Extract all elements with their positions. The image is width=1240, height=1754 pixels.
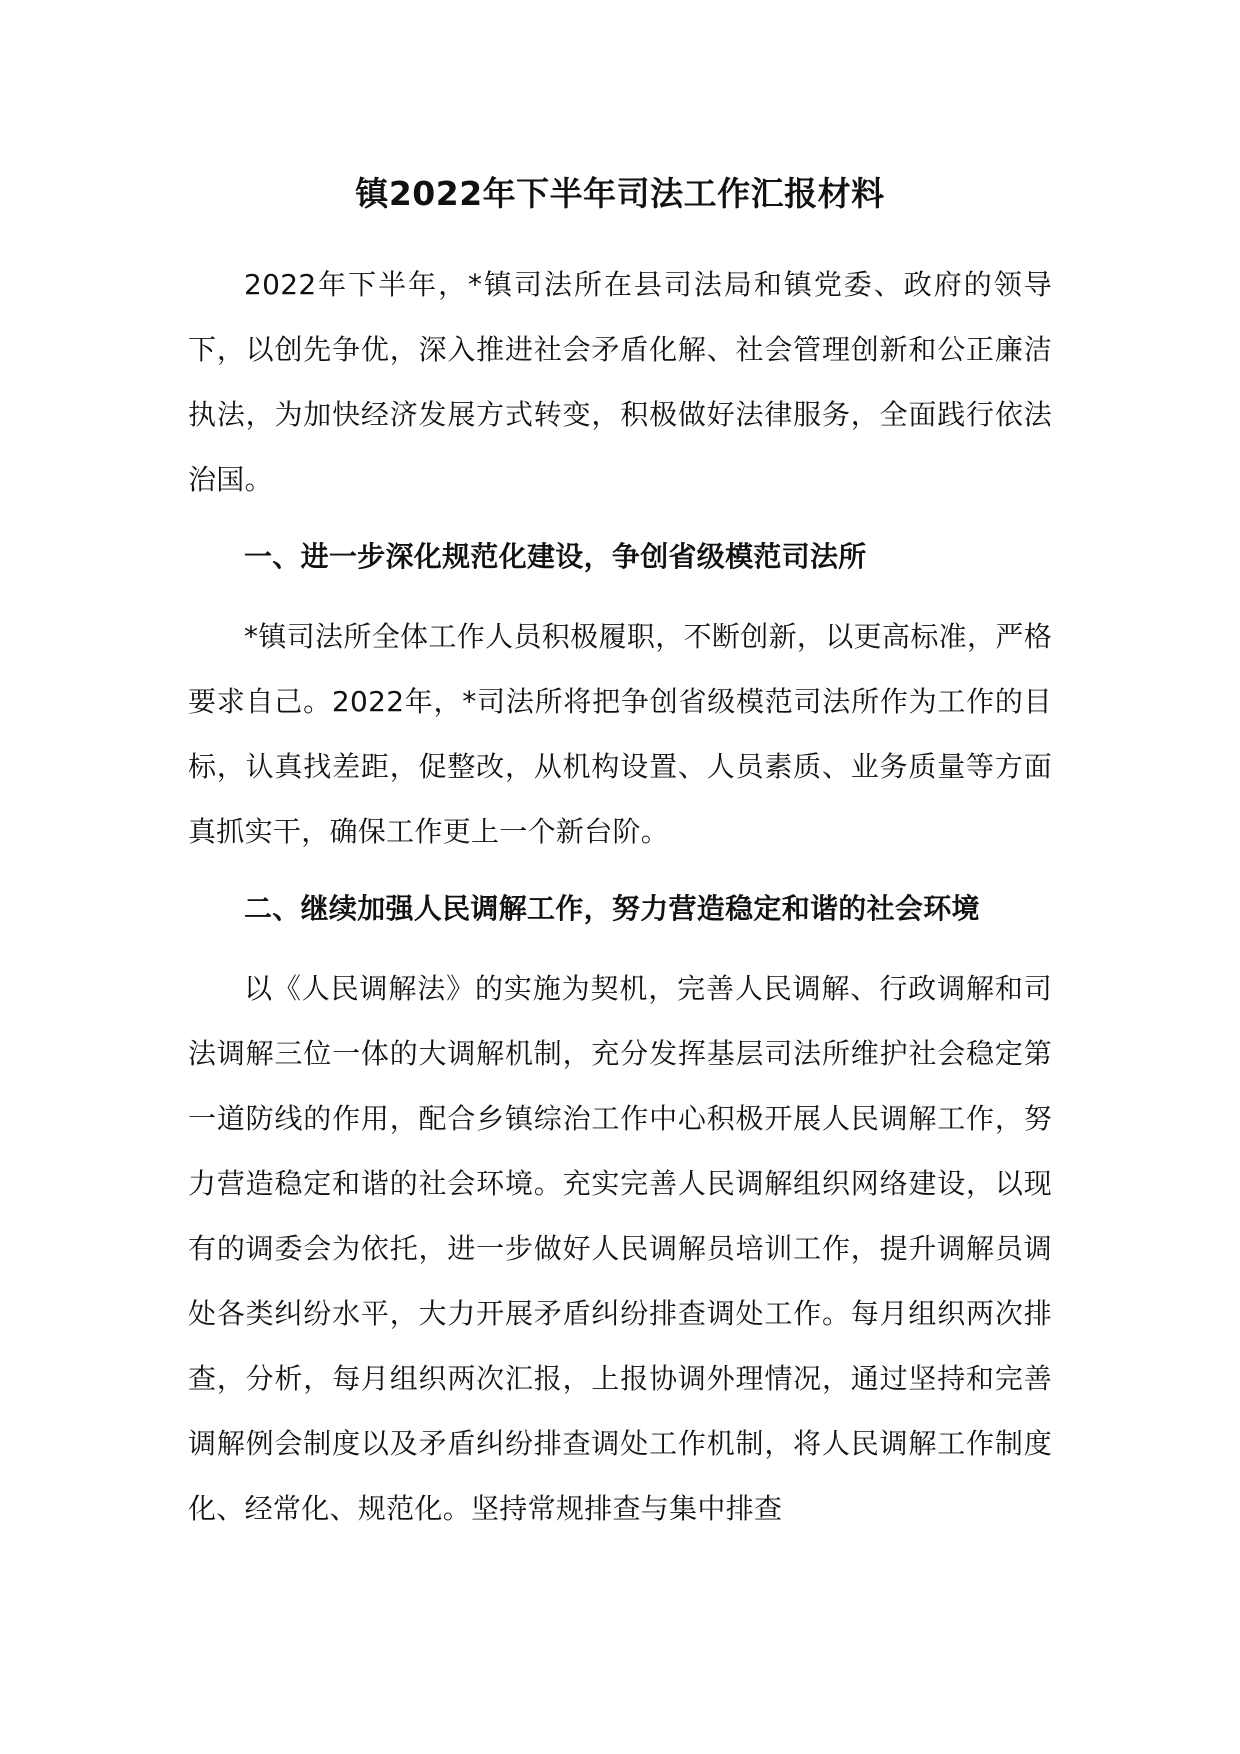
section-heading-1: 一、进一步深化规范化建设，争创省级模范司法所: [244, 540, 867, 573]
body-paragraph-mediation: 以《人民调解法》的实施为契机，完善人民调解、行政调解和司法调解三位一体的大调解机制，充分发挥基层司法所维护社会稳定第一道防线的作用，配合乡镇综治工作中心积极开展人民调解工作，努力营造稳定和谐的社会环境。充实完善人民调解组织网络建设，以现有的调委会为依托，进一步做好人民调解员培训工作，提升调解员调处各类纠纷水平，大力开展矛盾纠纷排查调处工作。每月组织两次排查，分析，每月组织两次汇报，上报协调外理情况，通过坚持和完善调解例会制度以及矛盾纠纷排查调处工作机制，将人民调解工作制度化、经常化、规范化。坚持常规排查与集中排查: [188, 972, 1052, 1525]
document-title: 镇2022年下半年司法工作汇报材料: [355, 174, 885, 213]
body-paragraph-standardization: *镇司法所全体工作人员积极履职，不断创新，以更高标准，严格要求自己。2022年，*司法所将把争创省级模范司法所作为工作的目标，认真找差距，促整改，从机构设置、人员素质、业务质量等方面真抓实干，确保工作更上一个新台阶。: [188, 620, 1052, 848]
body-paragraph-intro: 2022年下半年，*镇司法所在县司法局和镇党委、政府的领导下，以创先争优，深入推进社会矛盾化解、社会管理创新和公正廉洁执法，为加快经济发展方式转变，积极做好法律服务，全面践行依法治国。: [188, 268, 1052, 496]
document-body: [188, 252, 1052, 1541]
section-heading-2: 二、继续加强人民调解工作，努力营造稳定和谐的社会环境: [244, 892, 980, 925]
